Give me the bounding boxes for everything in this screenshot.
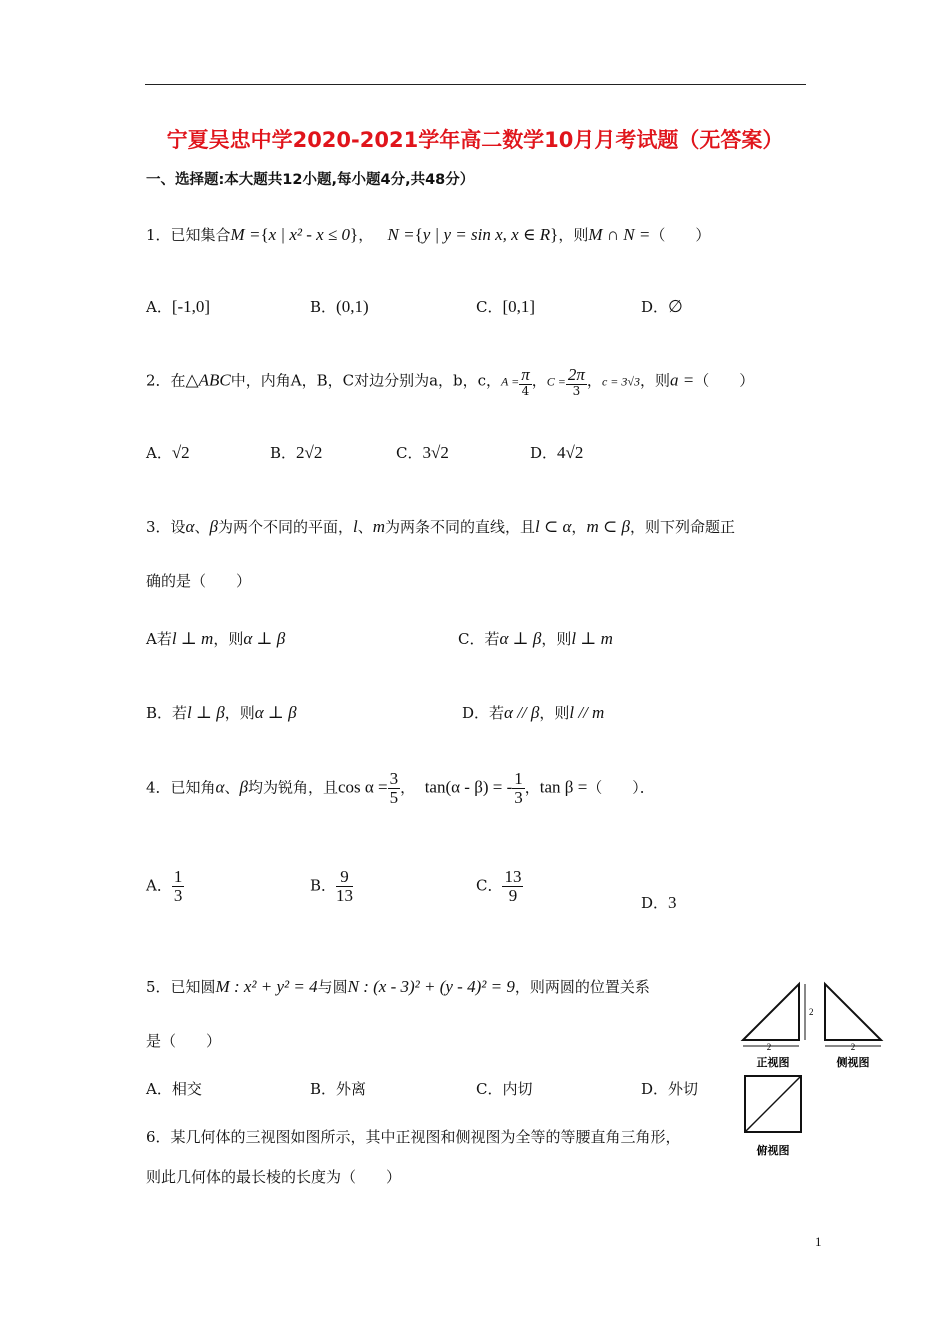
q3-line-2: 确的是（ ） — [146, 572, 252, 590]
q2-option-c: C．3√2 — [396, 443, 449, 462]
q6-line-2: 则此几何体的最长棱的长度为（ ） — [146, 1168, 402, 1186]
q2-option-b: B．2√2 — [270, 443, 323, 462]
q5-option-c: C．内切 — [476, 1080, 533, 1098]
q2-option-d: D．4√2 — [530, 443, 584, 462]
q3-option-d: D．若α // β，则l // m — [462, 703, 605, 722]
side-view-label: 侧视图 — [836, 1056, 870, 1069]
q1-set-n: N = — [387, 225, 415, 244]
question-4: 4．已知角α、β均为锐角，且cos α = $\frac{3}{5}$ ， tan(α - β) = - $\frac{1}{3}$ ，tan β =（ ）． — [146, 769, 655, 807]
section-heading: 一、选择题:本大题共12小题,每小题4分,共48分） — [146, 172, 475, 188]
q1-set-m-def: x | x² - x ≤ 0 — [268, 225, 351, 244]
side-view — [825, 984, 881, 1069]
q1-option-a: A．[-1,0] — [146, 297, 211, 316]
front-view-label: 正视图 — [756, 1056, 790, 1069]
q1-set-m: M = — [230, 225, 261, 244]
header-rule — [145, 84, 806, 85]
q4-option-b: B． $\frac{9}{13}$ — [310, 867, 354, 905]
q4-option-d: D．3 — [641, 893, 677, 912]
question-6: 6．某几何体的三视图如图所示，其中正视图和侧视图为全等的等腰直角三角形， — [146, 1128, 681, 1146]
q3-option-a: A若l ⊥ m，则α ⊥ β — [146, 629, 286, 648]
front-view — [743, 984, 814, 1069]
q5-line-2: 是（ ） — [146, 1032, 222, 1050]
top-view — [745, 1076, 801, 1157]
page-number: 1 — [815, 1234, 822, 1249]
q1-stem: 1．已知集合 — [146, 226, 231, 244]
question-1: 1．已知集合M ={x | x² - x ≤ 0}， N ={y | y = sin x, x ∈ R}，则M ∩ N =（ ） — [146, 225, 711, 244]
q3-option-b: B．若l ⊥ β，则α ⊥ β — [146, 703, 297, 722]
front-width-label: 2 — [766, 1042, 772, 1052]
q4-option-a: A． $\frac{1}{3}$ — [146, 867, 183, 905]
question-2: 2．在△ABC中，内角A，B，C对边分别为a，b，c，A = $\frac{\pi}{4}$ ，C = $\frac{2\pi}{3}$ ，c = 3√3，则a =（ ） — [146, 365, 755, 398]
q2-option-a: A．√2 — [146, 443, 190, 462]
q5-option-b: B．外离 — [310, 1080, 367, 1098]
q4-option-c: C． $\frac{13}{9}$ — [476, 867, 522, 905]
q5-option-d: D．外切 — [641, 1080, 699, 1098]
side-width-label: 2 — [850, 1042, 856, 1052]
q1-option-d: D．∅ — [641, 297, 683, 316]
q1-set-n-def: y | y = sin x, x ∈ R — [422, 225, 551, 244]
question-5: 5．已知圆M : x² + y² = 4与圆N : (x - 3)² + (y - 4)² = 9，则两圆的位置关系 — [146, 977, 650, 996]
q1-option-c: C．[0,1] — [476, 297, 536, 316]
page-title: 宁夏吴忠中学2020-2021学年高二数学10月月考试题（无答案） — [166, 128, 784, 152]
top-view-label: 俯视图 — [756, 1144, 790, 1157]
three-view-figure — [737, 978, 887, 1163]
q1-intersection: M ∩ N = — [588, 225, 651, 244]
q3-option-c: C．若α ⊥ β，则l ⊥ m — [458, 629, 613, 648]
q1-option-b: B．(0,1) — [310, 297, 369, 316]
front-height-label: 2 — [809, 1007, 814, 1017]
question-3: 3．设α、β为两个不同的平面，l、m为两条不同的直线，且l ⊂ α，m ⊂ β，则下列命题正 — [146, 517, 735, 536]
q2-triangle: △ABC — [185, 370, 231, 390]
q5-option-a: A．相交 — [146, 1080, 202, 1098]
